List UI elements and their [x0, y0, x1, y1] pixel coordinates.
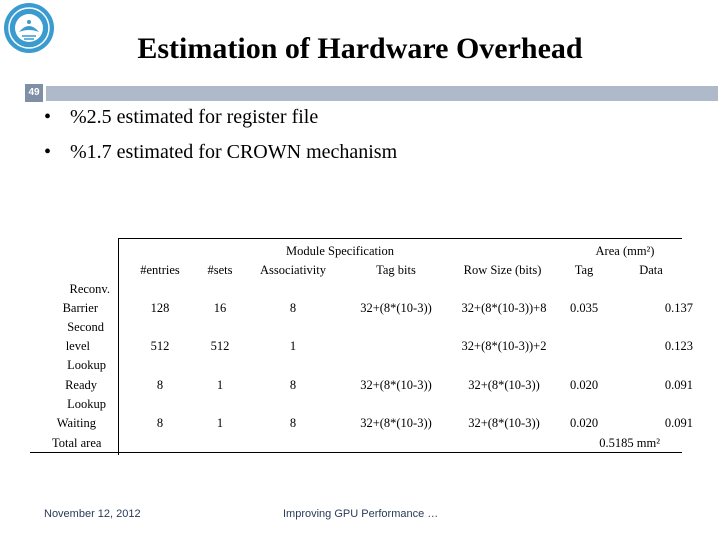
total-area-label: Total area — [52, 436, 102, 450]
cell-tag-bits: 32+(8*(10-3)) — [360, 416, 432, 430]
row-name-line1: Lookup — [67, 397, 106, 411]
cell-sets: 512 — [210, 339, 230, 353]
cell-area-data: 0.123 — [664, 339, 693, 353]
table-top-border — [118, 238, 682, 239]
cell-area-tag: 0.020 — [569, 416, 599, 430]
cell-sets: 16 — [213, 301, 227, 315]
area-group-header: Area (mm²) — [595, 244, 655, 258]
row-name-line2: Waiting — [56, 416, 96, 430]
cell-area-tag: 0.035 — [569, 301, 599, 315]
row-name-line2: Ready — [65, 378, 97, 392]
header-associativity: Associativity — [260, 263, 326, 277]
cell-row-size: 32+(8*(10-3)) — [468, 378, 540, 392]
cell-area-data: 0.137 — [664, 301, 693, 315]
header-row-size: Row Size (bits) — [463, 263, 542, 277]
cell-area-data: 0.091 — [664, 378, 693, 392]
cell-row-size: 32+(8*(10-3))+8 — [461, 301, 547, 315]
row-name-line2: Barrier — [62, 301, 98, 315]
header-data: Data — [639, 263, 663, 277]
cell-tag-bits: 32+(8*(10-3)) — [360, 378, 432, 392]
cell-tag-bits: 32+(8*(10-3)) — [360, 301, 432, 315]
row-name-line1: Lookup — [67, 358, 106, 372]
cell-associativity: 8 — [289, 416, 297, 430]
header-sets: #sets — [207, 263, 233, 277]
row-name-line1: Reconv. — [69, 282, 110, 296]
slide-title: Estimation of Hardware Overhead — [137, 32, 583, 65]
cell-entries: 8 — [156, 378, 164, 392]
footer-title: Improving GPU Performance … — [283, 508, 439, 520]
cell-entries: 512 — [150, 339, 170, 353]
bullet-text: %1.7 estimated for CROWN mechanism — [70, 141, 398, 163]
cell-associativity: 8 — [289, 378, 297, 392]
header-entries: #entries — [140, 263, 180, 277]
header-tag-bits: Tag bits — [376, 263, 416, 277]
bullet-item: • %1.7 estimated for CROWN mechanism — [44, 141, 398, 163]
row-name-line2: level — [65, 339, 90, 353]
module-spec-group-header: Module Specification — [286, 244, 394, 258]
cell-sets: 1 — [216, 416, 224, 430]
cell-associativity: 1 — [289, 339, 297, 353]
table-bottom-border — [30, 452, 682, 453]
cell-associativity: 8 — [289, 301, 297, 315]
total-area-value: 0.5185 mm² — [599, 436, 660, 450]
bullet-item: • %2.5 estimated for register file — [44, 106, 319, 128]
cell-row-size: 32+(8*(10-3))+2 — [461, 339, 547, 353]
table-row-header-divider — [118, 238, 119, 455]
footer-date: November 12, 2012 — [44, 508, 141, 520]
slide-number: 49 — [25, 84, 43, 102]
cell-sets: 1 — [216, 378, 224, 392]
cell-entries: 8 — [156, 416, 164, 430]
header-tag: Tag — [574, 263, 594, 277]
cell-row-size: 32+(8*(10-3)) — [468, 416, 540, 430]
bullet-text: %2.5 estimated for register file — [70, 106, 319, 128]
cell-entries: 128 — [150, 301, 170, 315]
cell-area-tag: 0.020 — [569, 378, 599, 392]
row-name-line1: Second — [67, 320, 104, 334]
cell-area-data: 0.091 — [664, 416, 693, 430]
